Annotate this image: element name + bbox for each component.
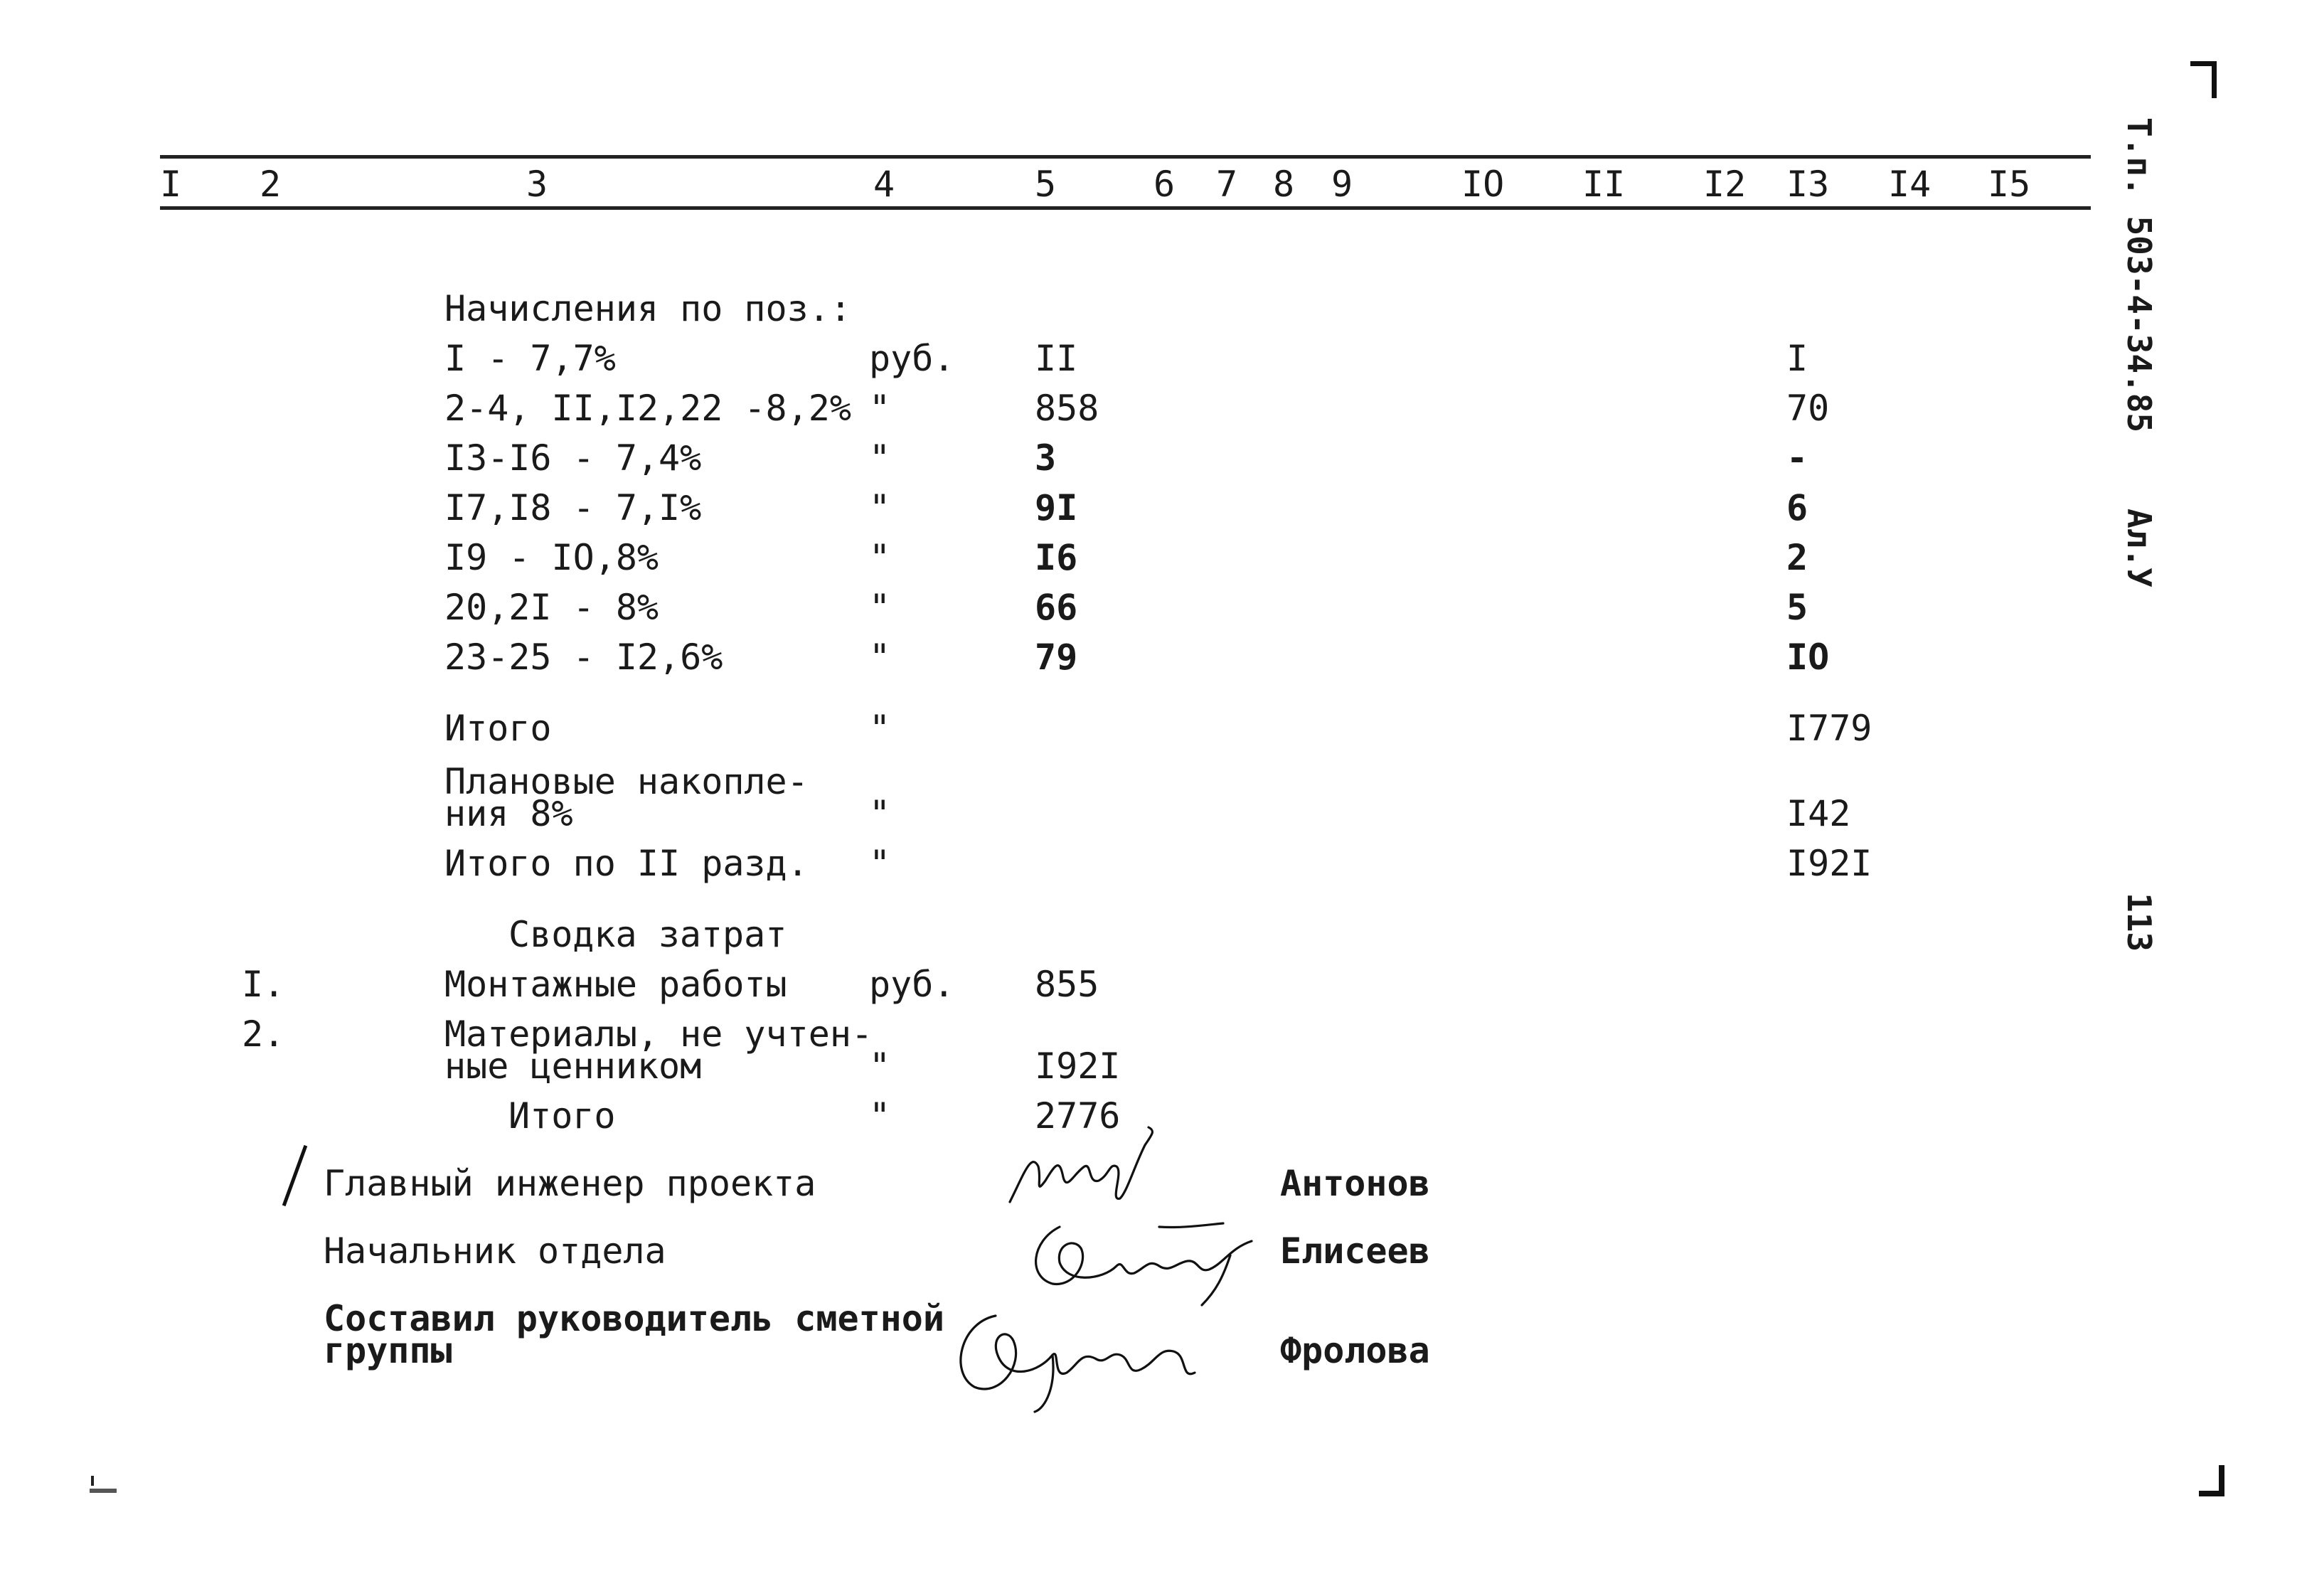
column-header: 6 bbox=[1153, 164, 1176, 205]
header-top-rule bbox=[160, 155, 2091, 159]
accrual-unit: " bbox=[869, 388, 891, 429]
summary-row-number: 2. bbox=[242, 1014, 285, 1055]
plan-label-line1: Плановые накопле- bbox=[444, 761, 809, 802]
plan-value: I42 bbox=[1786, 793, 1851, 834]
accrual-name: 20,2I - 8% bbox=[444, 587, 659, 628]
column-header: I bbox=[160, 164, 182, 205]
margin-slash bbox=[282, 1145, 307, 1206]
accrual-col5: 3 bbox=[1035, 437, 1057, 479]
signature-role: Составил руководитель сметной bbox=[324, 1298, 944, 1339]
scan-mark-base bbox=[90, 1489, 117, 1493]
summary-total-value: 2776 bbox=[1035, 1095, 1121, 1137]
summary-row-value: 855 bbox=[1035, 964, 1099, 1005]
accrual-col5: 79 bbox=[1035, 637, 1078, 678]
itogo-unit: " bbox=[869, 708, 891, 749]
column-header: II bbox=[1582, 164, 1626, 205]
plan-label-line2: ния 8% bbox=[444, 793, 573, 834]
summary-total-unit: " bbox=[869, 1095, 891, 1137]
signature-name: Антонов bbox=[1280, 1163, 1430, 1204]
accrual-col13: 5 bbox=[1786, 587, 1808, 628]
accrual-name: I7,I8 - 7,I% bbox=[444, 487, 702, 528]
accrual-col13: - bbox=[1786, 437, 1808, 479]
accrual-col5: 858 bbox=[1035, 388, 1099, 429]
signature-frolova bbox=[946, 1287, 1209, 1415]
signature-role-line2: группы bbox=[324, 1330, 452, 1371]
column-header: 7 bbox=[1216, 164, 1238, 205]
column-header: 8 bbox=[1273, 164, 1295, 205]
column-header: I3 bbox=[1786, 164, 1830, 205]
column-header: 2 bbox=[260, 164, 282, 205]
summary-row-name: Монтажные работы bbox=[444, 964, 787, 1005]
section-total-value: I92I bbox=[1786, 843, 1872, 884]
summary-row-name: Материалы, не учтен- bbox=[444, 1014, 873, 1055]
summary-row-unit: " bbox=[869, 1046, 891, 1087]
plan-unit: " bbox=[869, 793, 891, 834]
scan-mark bbox=[91, 1476, 94, 1486]
signature-name: Фролова bbox=[1280, 1330, 1430, 1371]
accrual-col13: 2 bbox=[1786, 537, 1808, 578]
accrual-unit: " bbox=[869, 637, 891, 678]
accrual-name: I - 7,7% bbox=[444, 338, 616, 379]
summary-row-value: I92I bbox=[1035, 1046, 1121, 1087]
accrual-unit: " bbox=[869, 437, 891, 479]
summary-total-label: Итого bbox=[508, 1095, 616, 1137]
accrual-name: I9 - IO,8% bbox=[444, 537, 659, 578]
accrual-col5: 66 bbox=[1035, 587, 1078, 628]
column-header: 3 bbox=[526, 164, 548, 205]
accrual-col5: 9I bbox=[1035, 487, 1078, 528]
document-code: Т.п. 503-4-34.85 bbox=[2120, 117, 2158, 433]
accrual-unit: " bbox=[869, 487, 891, 528]
summary-row-unit: руб. bbox=[869, 964, 955, 1005]
corner-mark-bottom-bar bbox=[2199, 1491, 2224, 1496]
column-header: I4 bbox=[1888, 164, 1931, 205]
page-number: 113 bbox=[2120, 893, 2158, 952]
column-header: I5 bbox=[1988, 164, 2031, 205]
signature-antonov bbox=[1003, 1124, 1166, 1216]
summary-row-name-line2: ные ценником bbox=[444, 1046, 702, 1087]
signature-name: Елисеев bbox=[1280, 1230, 1430, 1272]
column-header: I2 bbox=[1703, 164, 1747, 205]
accrual-name: 23-25 - I2,6% bbox=[444, 637, 723, 678]
accrual-name: 2-4, II,I2,22 -8,2% bbox=[444, 388, 851, 429]
accrual-name: I3-I6 - 7,4% bbox=[444, 437, 702, 479]
itogo-label: Итого bbox=[444, 708, 552, 749]
column-header: 4 bbox=[873, 164, 895, 205]
corner-mark-top bbox=[2212, 63, 2217, 98]
summary-row-number: I. bbox=[242, 964, 285, 1005]
section-total-label: Итого по II разд. bbox=[444, 843, 809, 884]
section-total-unit: " bbox=[869, 843, 891, 884]
signature-role: Начальник отдела bbox=[324, 1230, 666, 1272]
header-bottom-rule bbox=[160, 206, 2091, 210]
accrual-col13: IO bbox=[1786, 637, 1830, 678]
accrual-col13: 70 bbox=[1786, 388, 1830, 429]
accrual-unit: " bbox=[869, 587, 891, 628]
summary-title: Сводка затрат bbox=[508, 914, 787, 955]
accrual-col5: I6 bbox=[1035, 537, 1078, 578]
signature-role: Главный инженер проекта bbox=[324, 1163, 816, 1204]
accruals-title: Начисления по поз.: bbox=[444, 288, 851, 329]
accrual-unit: " bbox=[869, 537, 891, 578]
accrual-unit: руб. bbox=[869, 338, 955, 379]
column-header: IO bbox=[1461, 164, 1505, 205]
accrual-col13: 6 bbox=[1786, 487, 1808, 528]
column-header: 5 bbox=[1035, 164, 1057, 205]
corner-mark-top-bar bbox=[2190, 61, 2217, 66]
column-header: 9 bbox=[1331, 164, 1353, 205]
itogo-value: I779 bbox=[1786, 708, 1872, 749]
accrual-col5: II bbox=[1035, 338, 1078, 379]
sheet-label: Ал.У bbox=[2120, 509, 2158, 587]
accrual-col13: I bbox=[1786, 338, 1808, 379]
